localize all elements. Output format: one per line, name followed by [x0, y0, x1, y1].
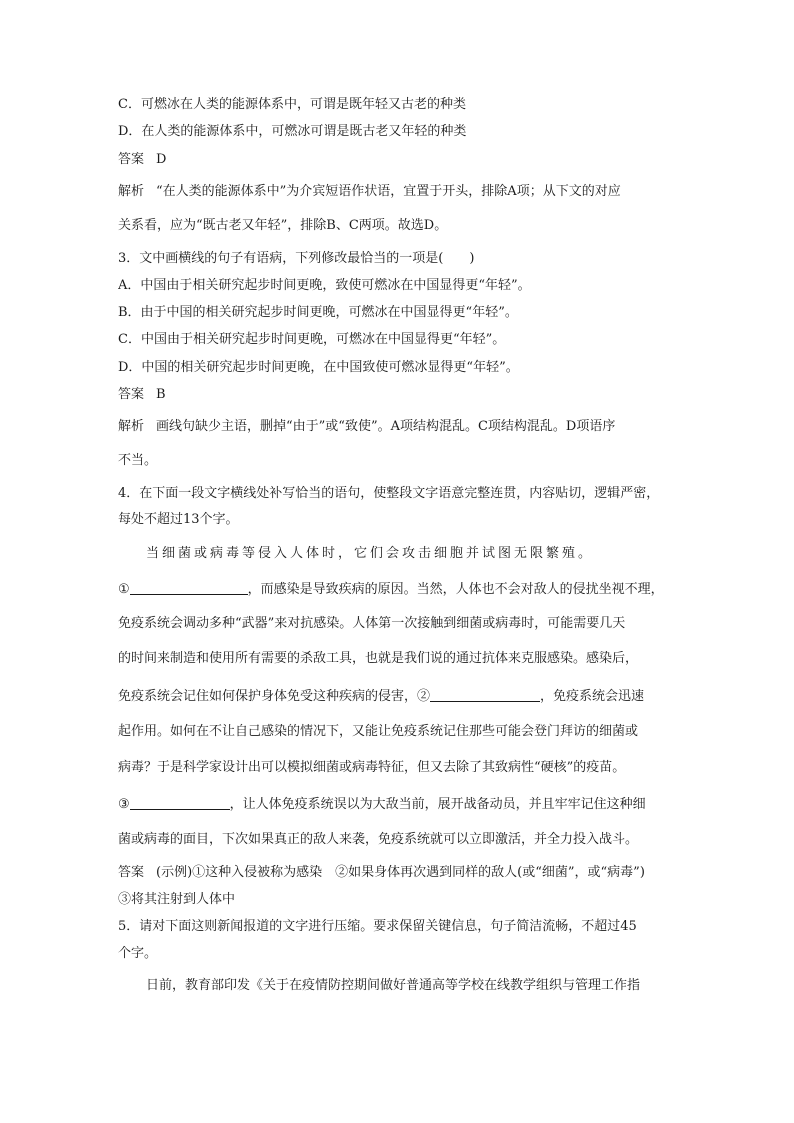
q4-answer-line2: ③将其注射到人体中 [118, 892, 236, 907]
answer-text: (示例)①这种入侵被称为感染 ②如果身体再次遇到同样的敌人(或“细菌”，或“病毒”) [156, 865, 645, 880]
q4-passage-line8 [118, 795, 688, 814]
q4-passage-line1: 当细菌或病毒等侵入人体时，它们会攻击细胞并试图无限繁殖。 [146, 546, 595, 561]
analysis-label: 解析 [118, 419, 145, 434]
passage-text: 免疫系统会记住如何保护身体免受这种疾病的侵害， [118, 689, 418, 704]
q3-option-b: B．由于中国的相关研究起步时间更晚，可燃冰在中国显得更“年轻”。 [118, 305, 518, 320]
q4-passage-line4: 的时间来制造和使用所有需要的杀敌工具，也就是我们说的通过抗体来克服感染。感染后， [118, 651, 639, 666]
q2-option-d: D．在人类的能源体系中，可燃冰可谓是既古老又年轻的种类 [118, 124, 467, 139]
q4-answer-line1 [118, 864, 688, 882]
q3-option-d: D．中国的相关研究起步时间更晚，在中国致使可燃冰显得更“年轻”。 [118, 360, 519, 375]
passage-text: ，免疫系统会迅速 [540, 689, 645, 704]
answer-value: D [156, 152, 167, 167]
q2-analysis-line2: 关系看，应为“既古老又年轻”，排除B、C两项。故选D。 [118, 218, 448, 233]
q5-stem-line1: 5．请对下面这则新闻报道的文字进行压缩。要求保留关键信息，句子简洁流畅，不超过45 [118, 919, 637, 934]
answer-label: 答案 [118, 387, 145, 402]
q4-passage-line9: 菌或病毒的面目，下次如果真正的敌人来袭，免疫系统就可以立即激活，并全力投入战斗。 [118, 832, 639, 847]
blank-marker-2: ② [417, 689, 431, 704]
answer-label: 答案 [118, 152, 145, 167]
answer-blank-3[interactable] [130, 795, 230, 810]
passage-text: ，让人体免疫系统误以为大敌当前，展开战备动员，并且牢牢记住这种细 [229, 797, 646, 812]
q4-passage-line6: 起作用。如何在不让自己感染的情况下，又能让免疫系统记住那些可能会登门拜访的细菌或 [118, 724, 639, 739]
q3-option-c: C．中国由于相关研究起步时间更晚，可燃冰在中国显得更“年轻”。 [118, 332, 506, 347]
answer-blank-2[interactable] [430, 687, 540, 702]
q4-passage-line5 [118, 687, 688, 706]
q4-stem-line1: 4．在下面一段文字横线处补写恰当的语句，使整段文字语意完整连贯，内容贴切，逻辑严密， [118, 486, 660, 501]
answer-value: B [156, 387, 166, 402]
passage-text: ，而感染是导致疾病的原因。当然，人体也不会对敌人的侵扰坐视不理， [247, 582, 664, 597]
q4-stem-line2: 每处不超过13个字。 [118, 512, 239, 527]
q4-passage-line3: 免疫系统会调动多种“武器”来对抗感染。人体第一次接触到细菌或病毒时，可能需要几天 [118, 616, 626, 631]
blank-marker-1: ① [118, 582, 130, 597]
q4-passage-line2 [118, 580, 688, 599]
analysis-text: 画线句缺少主语，删掉“由于”或“致使”。A项结构混乱。C项结构混乱。D项语序 [156, 419, 616, 434]
analysis-label: 解析 [118, 184, 145, 199]
q3-stem: 3．文中画横线的句子有语病，下列修改最恰当的一项是( ) [118, 251, 475, 266]
q3-analysis-line2: 不当。 [118, 453, 158, 468]
blank-marker-3: ③ [118, 797, 130, 812]
q2-answer [118, 151, 688, 169]
q5-stem-line2: 个字。 [118, 946, 158, 961]
analysis-text: “在人类的能源体系中”为介宾短语作状语，宜置于开头，排除A项；从下文的对应 [156, 184, 621, 199]
answer-blank-1[interactable] [130, 580, 248, 595]
q3-analysis-line1 [118, 418, 688, 436]
answer-label: 答案 [118, 865, 145, 880]
q4-passage-line7: 病毒？于是科学家设计出可以模拟细菌或病毒特征，但又去除了其致病性“硬核”的疫苗。 [118, 760, 626, 775]
q2-analysis-line1 [118, 183, 688, 201]
q3-answer [118, 386, 688, 404]
q5-passage-line1: 日前，教育部印发《关于在疫情防控期间做好普通高等学校在线教学组织与管理工作指 [146, 978, 641, 993]
q2-option-c: C．可燃冰在人类的能源体系中，可谓是既年轻又古老的种类 [118, 97, 466, 112]
q3-option-a: A．中国由于相关研究起步时间更晚，致使可燃冰在中国显得更“年轻”。 [118, 278, 531, 293]
